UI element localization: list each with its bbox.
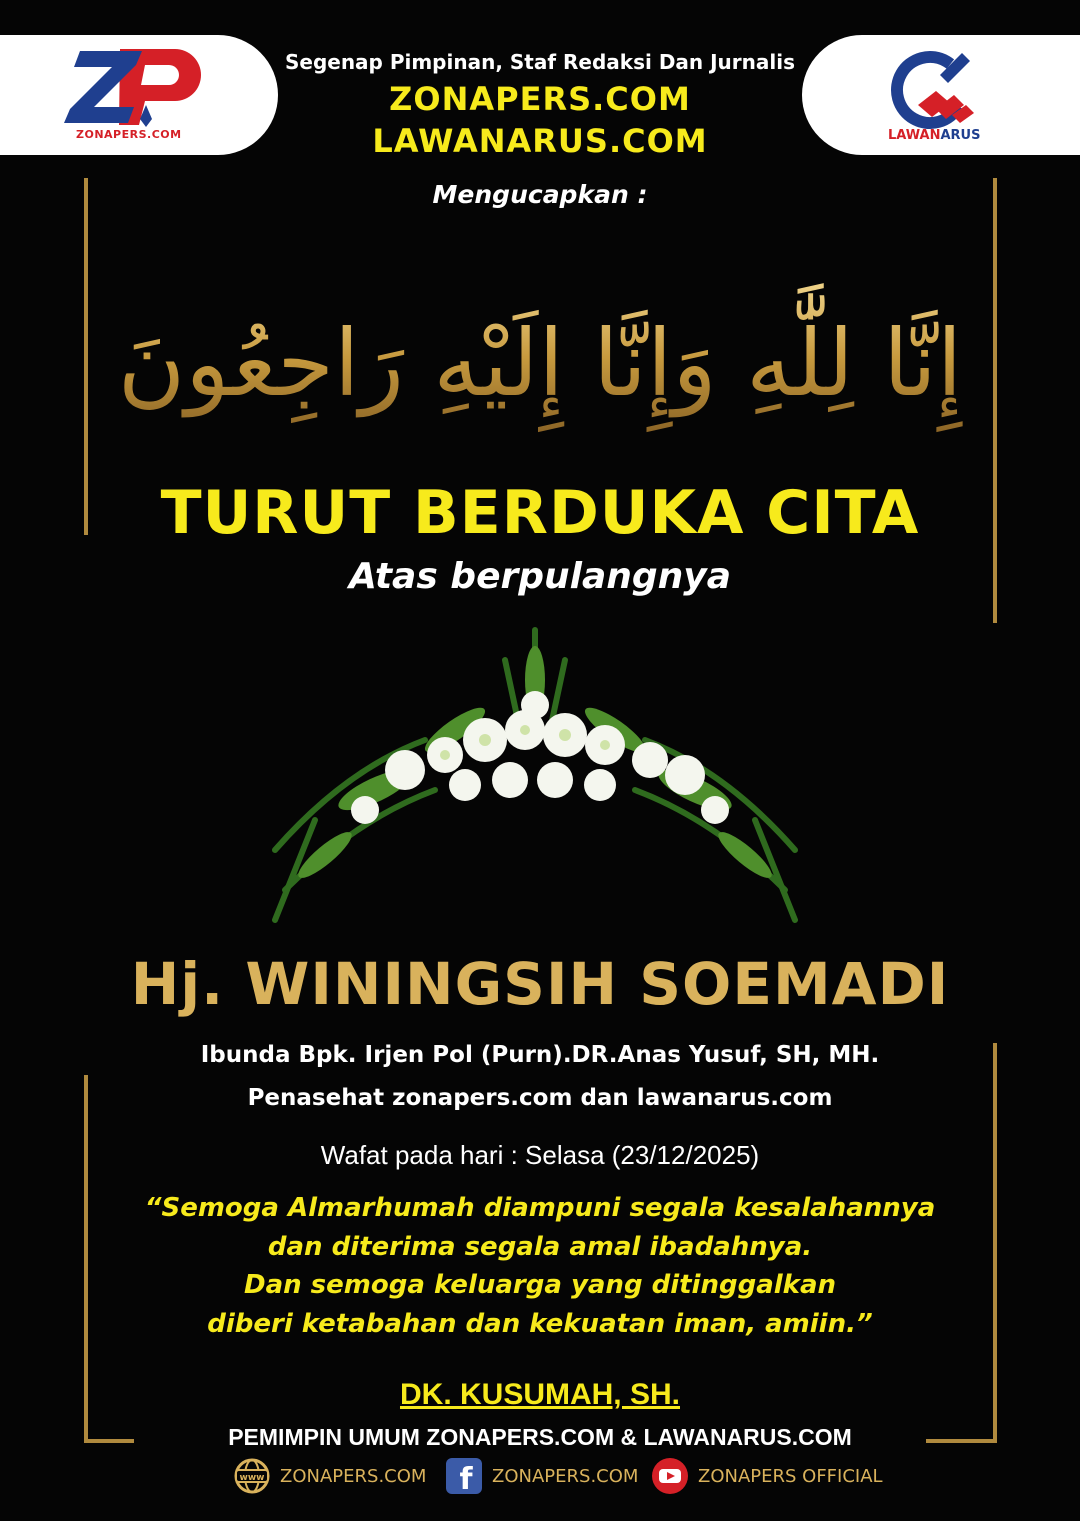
header-site-zonapers: ZONAPERS.COM <box>389 80 691 118</box>
header-says: Mengucapkan : <box>432 180 648 209</box>
prayer-line-2: dan diterima segala amal ibadahnya. <box>267 1232 813 1262</box>
social-facebook-label: ZONAPERS.COM <box>492 1465 639 1487</box>
social-youtube[interactable] <box>650 1456 883 1496</box>
signer-title: PEMIMPIN UMUM ZONAPERS.COM & LAWANARUS.COM <box>228 1424 852 1450</box>
lawanarus-caption-part1: LAWAN <box>888 128 941 143</box>
facebook-icon <box>444 1456 484 1496</box>
prayer-line-1: “Semoga Almarhumah diampuni segala kesalahannya <box>144 1193 936 1223</box>
lawanarus-caption-part2: ARUS <box>940 128 981 143</box>
lawanarus-logo <box>802 35 1080 155</box>
social-facebook[interactable] <box>444 1456 638 1496</box>
lawanarus-logo-caption <box>888 128 980 143</box>
youtube-icon <box>650 1456 690 1496</box>
arabic-calligraphy <box>117 245 963 445</box>
zonapers-logo <box>0 35 278 155</box>
death-date: Wafat pada hari : Selasa (23/12/2025) <box>320 1140 760 1170</box>
www-globe-icon <box>232 1456 272 1496</box>
prayer-line-3: Dan semoga keluarga yang ditinggalkan <box>243 1270 837 1300</box>
title-sub: Atas berpulangnya <box>348 556 732 597</box>
title-main: TURUT BERDUKA CITA <box>160 478 920 548</box>
signer-name: DK. KUSUMAH, SH. <box>399 1378 680 1411</box>
header-site-lawanarus: LAWANARUS.COM <box>372 122 708 160</box>
deceased-name: Hj. WININGSIH SOEMADI <box>130 950 950 1018</box>
prayer-line-4: diberi ketabahan dan kekuatan iman, amiin.” <box>207 1309 873 1339</box>
svg-text:f: f <box>459 1462 473 1497</box>
social-website-label: ZONAPERS.COM <box>280 1465 427 1487</box>
flower-arrangement-image <box>255 620 815 950</box>
social-youtube-label: ZONAPERS OFFICIAL <box>698 1465 883 1487</box>
social-website[interactable] <box>232 1456 426 1496</box>
relation-line-2: Penasehat zonapers.com dan lawanarus.com <box>247 1085 833 1111</box>
svg-text:www: www <box>239 1473 265 1483</box>
relation-line-1: Ibunda Bpk. Irjen Pol (Purn).DR.Anas Yusuf, SH, MH. <box>200 1042 880 1068</box>
calligraphy-text: إِنَّا لِلَّٰهِ وَإِنَّا إِلَيْهِ رَاجِعُونَ <box>117 310 963 417</box>
header-intro: Segenap Pimpinan, Staf Redaksi Dan Jurnalis <box>284 50 796 74</box>
zonapers-logo-caption: ZONAPERS.COM <box>76 128 182 141</box>
